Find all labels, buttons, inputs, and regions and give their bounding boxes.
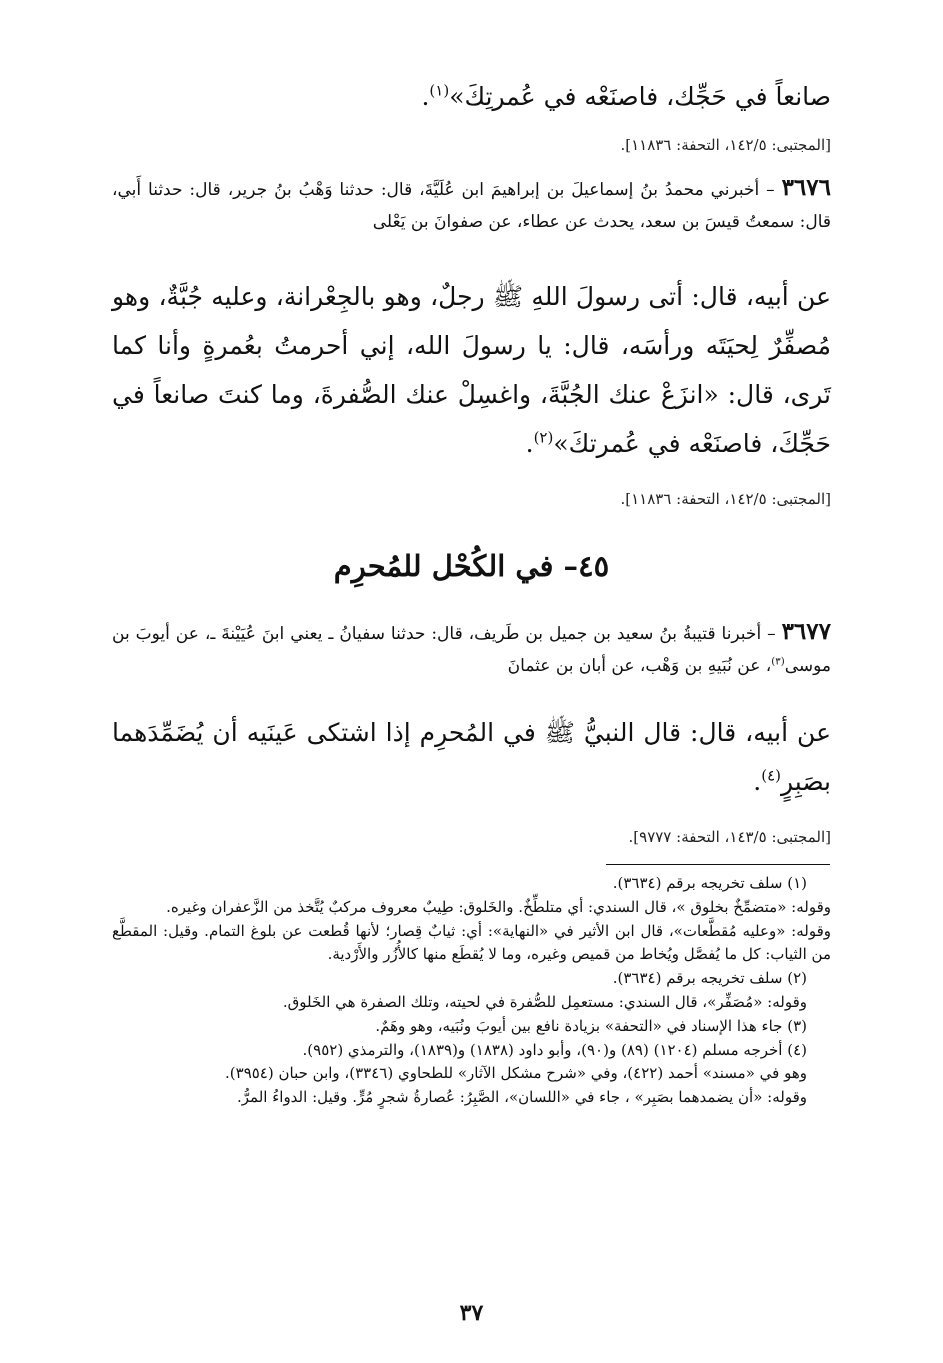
footnote-marker: (٣) [771,656,785,668]
matn-text: عن أبيه، قال: قال النبيُّ ﷺ في المُحرِم إذا اشتكى عَينَيه أن يُضَمِّدَهما بصَبِرٍ [112,718,831,796]
footnotes [112,872,831,1110]
footnote: وقوله: «وعليه مُقطَّعات»، قال ابن الأثير في «النهاية»: أي: ثيابٌ قِصار؛ لأنها قُطعت عن بلوغ التمام. وقيل: المقطَّع من الثياب: كل ما يُفصَّل ويُخاط من قميص وغيره، وما لا يُقطَع منها كالأُزُر والأَرْدية. [112,921,831,964]
hadith-3676-isnad [112,172,831,238]
footnote: (١) سلف تخريجه برقم (٣٦٣٤). [612,874,807,892]
footnote: وهو في «مسند» أحمد (٤٢٢)، وفي «شرح مشكل الآثار» للطحاوي (٣٣٤٦)، وابن حبان (٣٩٥٤). [225,1064,807,1083]
hadith-number: ٣٦٧٦ [781,174,831,201]
footnote-marker: (١) [429,81,450,100]
punctuation: . [421,82,430,111]
isnad-text: – أخبرنا قتيبةُ بنُ سعيد بن جميل بن طَريف، قال: حدثنا سفيانُ ـ يعني ابنَ عُيَيْنةَ ـ، عن أيوبَ بن موسى [112,624,831,676]
footnote: (٤) أخرجه مسلم (١٢٠٤) (٨٩) و(٩٠)، وأبو داود (١٨٣٨) و(١٨٣٩)، والترمذي (٩٥٢). [302,1040,807,1059]
reference-line: [المجتبى: ١٤٢/٥، التحفة: ١١٨٣٦]. [620,490,831,508]
text-line: صانعاً في حَجِّك، فاصنَعْه في عُمرتِكَ» [449,82,831,111]
matn-text: عن أبيه، قال: أتى رسولَ اللهِ ﷺ رجلٌ، وهو بالجِعْرانة، وعليه جُبَّةٌ، وهو مُصفِّرٌ لِحيَتَه ورأسَه، قال: يا رسولَ الله، إني أحرمتُ بعُمرةٍ وأنا كما تَرى، قال: «انزَعْ عنك الجُبَّةَ، واغسِلْ عنك الصُّفرةَ، وما كنتَ صانعاً في حَجِّكَ، فاصنَعْه في عُمرتكَ» [112,282,831,458]
footnote: (٣) جاء هذا الإسناد في «التحفة» بزيادة نافع بين أيوبَ ونُبَيه، وهو وهَمٌ. [375,1016,807,1035]
punctuation: . [753,767,762,796]
hadith-3676-matn [112,272,831,468]
footnote: وقوله: «أن يضمدهما بصَبِر» ، جاء في «اللسان»، الصَّبِرُ: عُصارةُ شجرٍ مُرٍّ. وقيل: الدواءُ المرُّ. [237,1088,807,1107]
isnad-text: ، عن نُبَيهِ بن وَهْب، عن أبان بن عثمانَ [507,656,772,676]
footnote-marker: (٤) [761,766,782,785]
reference-line: [المجتبى: ١٤٢/٥، التحفة: ١١٨٣٦]. [620,136,831,154]
chapter-heading: ٤٥– في الكُحْل للمُحرِم [333,549,610,583]
footnote: وقوله: «متضمِّخٌ بخلوق »، قال السندي: أي متلطِّخٌ. والخَلوق: طِيبٌ معروف مركبٌ يُتَّخذ من الزَّعفران وغيره. [166,897,831,916]
footnote: (٢) سلف تخريجه برقم (٣٦٣٤). [612,969,807,988]
hadith-number: ٣٦٧٧ [781,618,831,645]
hadith-continuation [112,72,831,121]
footnote-separator [606,864,830,865]
hadith-3677-isnad [112,616,831,682]
page-number: ٣٧ [459,1300,484,1326]
hadith-3677-matn [112,708,831,806]
reference-line: [المجتبى: ١٤٣/٥، التحفة: ٩٧٧٧]. [628,828,831,846]
footnote-marker: (٢) [533,428,554,447]
footnote: وقوله: «مُصَفِّر»، قال السندي: مستعمِل للصُّفرة في لحيته، وتلك الصفرة هي الخَلوق. [282,992,807,1011]
isnad-text: – أخبرني محمدُ بنُ إسماعيلَ بن إبراهيمَ ابن عُلَيَّةَ، قال: حدثنا وَهْبُ بنُ جرير، قال: حدثنا أَبي، قال: سمعتُ قيسَ بن سعد، يحدث عن عطاء، عن صفوانَ بن يَعْلى [112,180,831,232]
punctuation: . [525,429,534,458]
